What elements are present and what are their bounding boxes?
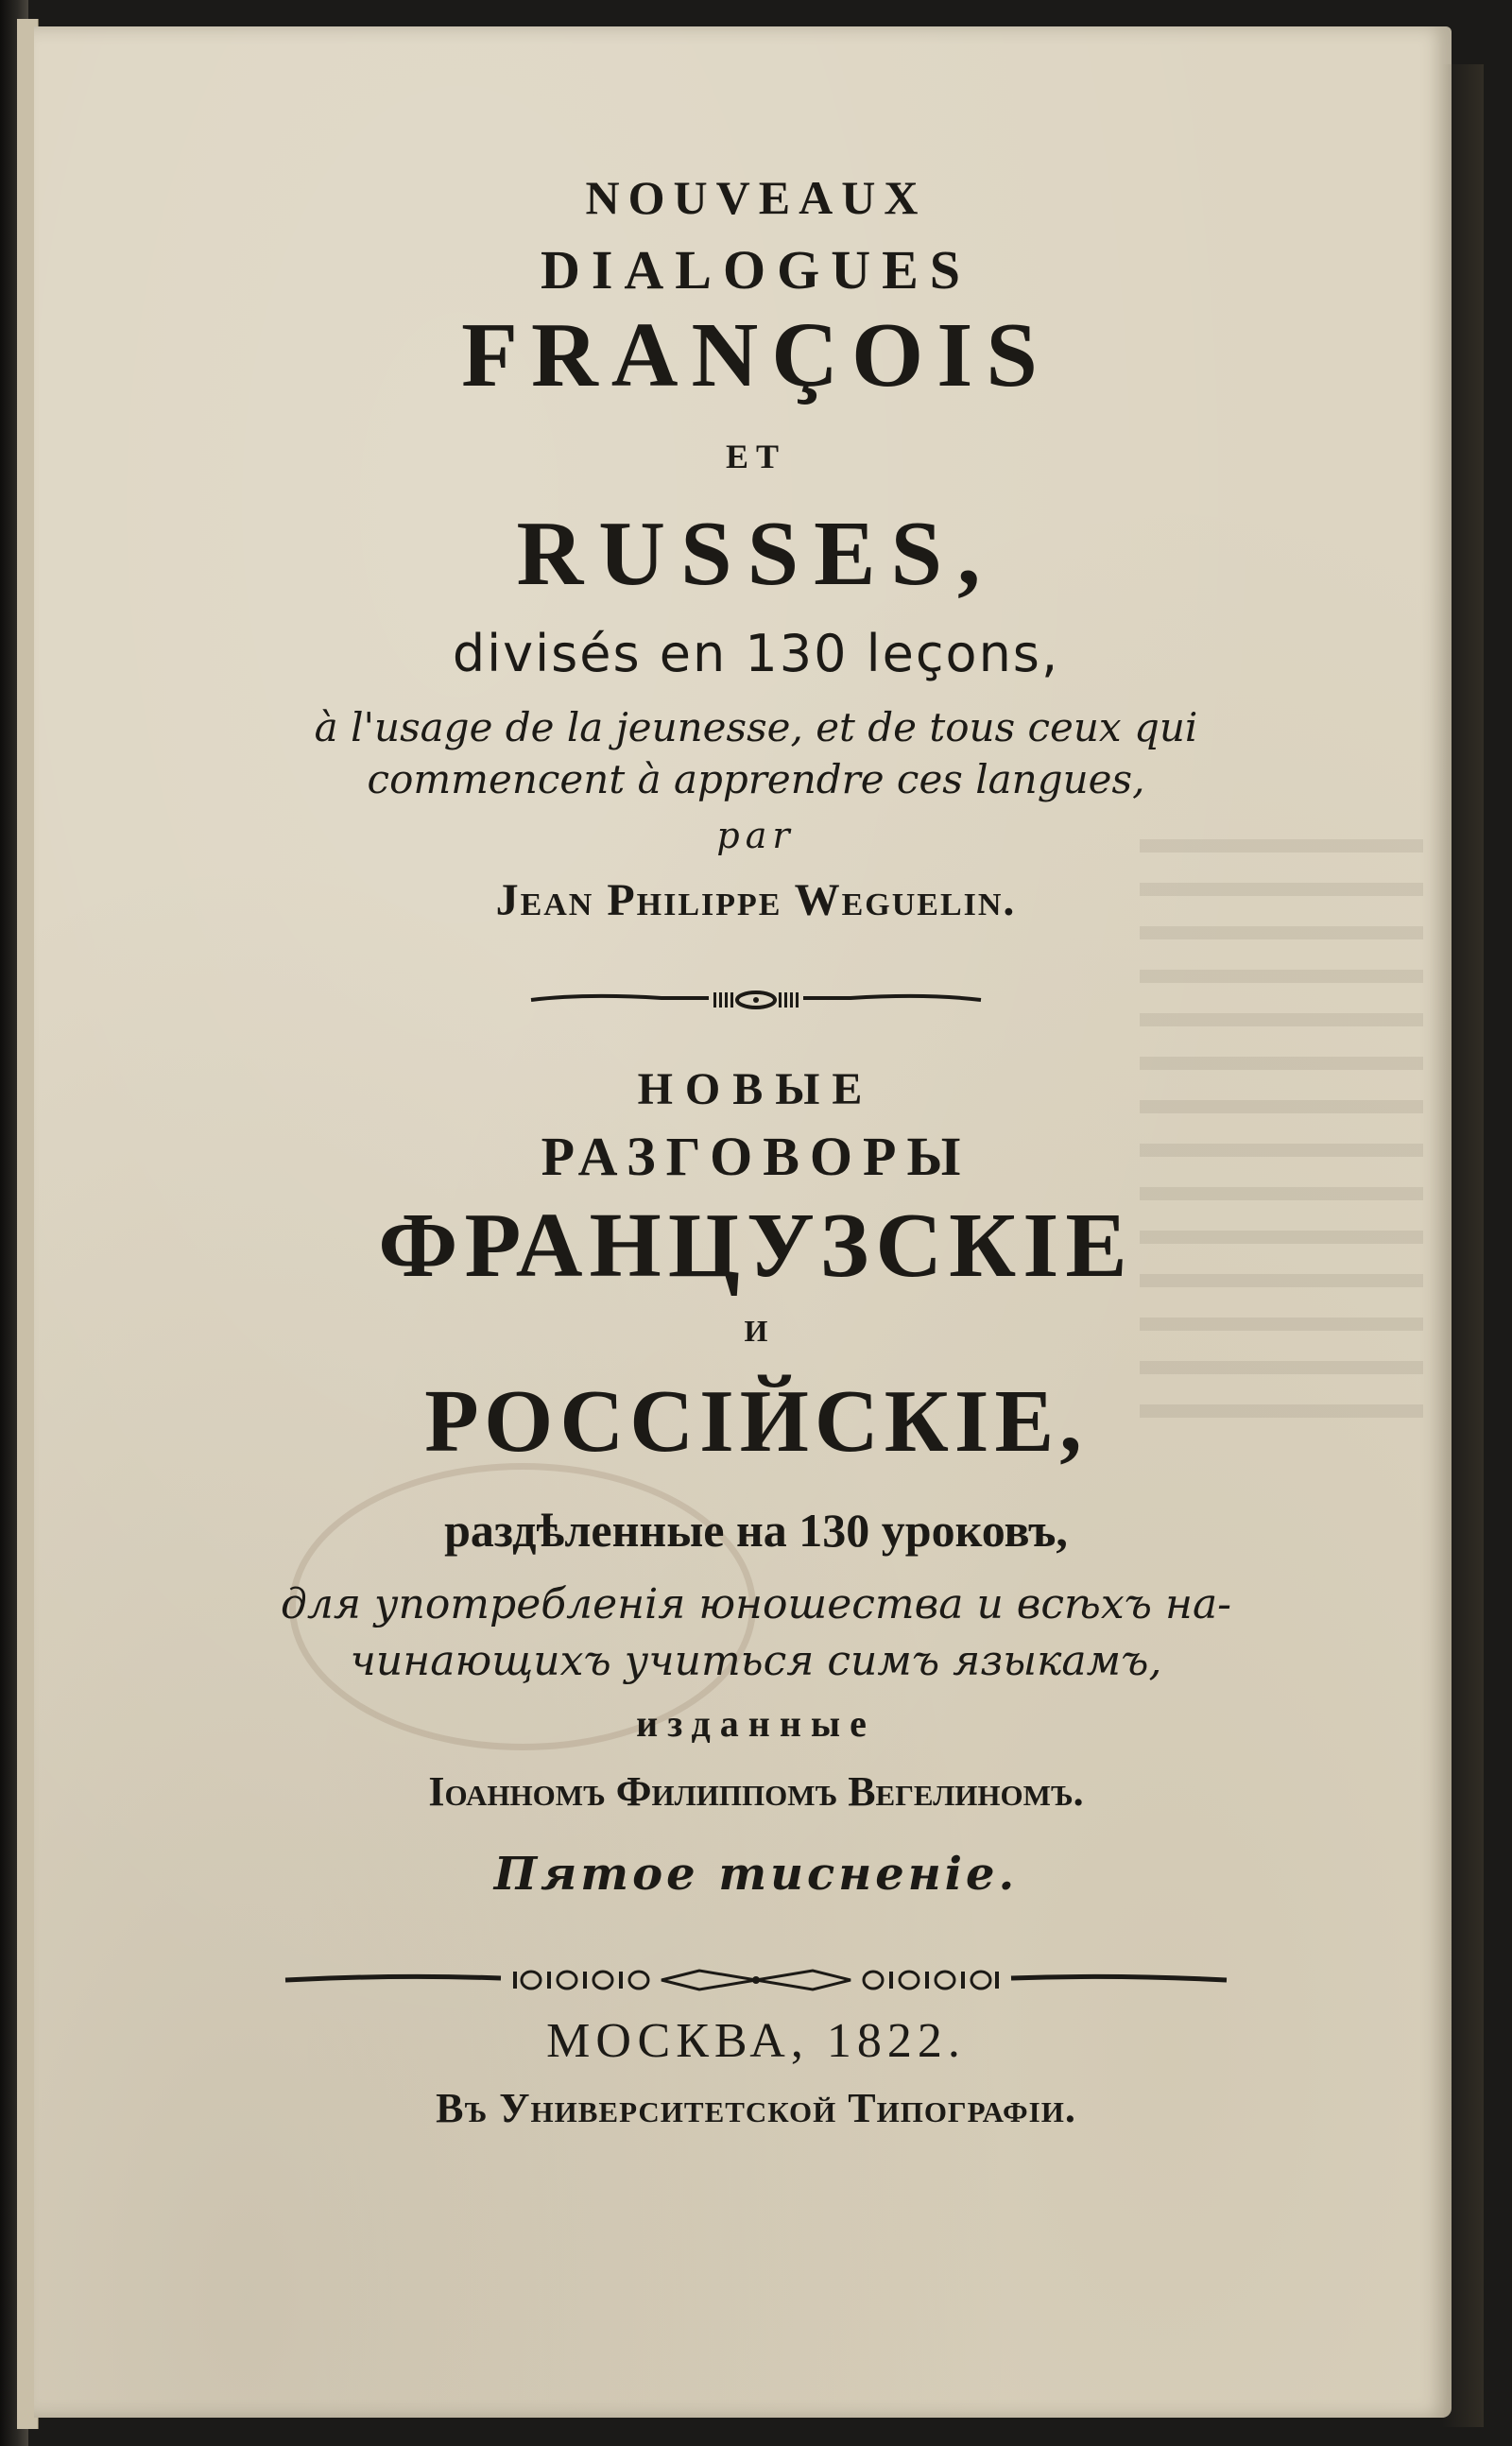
french-by: par (716, 815, 796, 856)
russian-divisions: раздѣленные на 130 уроковъ, (444, 1504, 1068, 1557)
russian-purpose-line-2: чинающихъ учиться симъ языкамъ, (350, 1637, 1162, 1685)
french-title-line-2: DIALOGUES (540, 239, 972, 301)
russian-edition: Пятое тисненіе. (493, 1848, 1019, 1901)
imprint-printer: Въ Университетской Типографіи. (436, 2085, 1076, 2131)
russian-title-line-1: НОВЫЕ (637, 1064, 875, 1114)
ornament-rule-icon (529, 988, 983, 1012)
imprint-city-year: МОСКВА, 1822. (546, 2014, 966, 2068)
french-title-line-5: RUSSES, (516, 503, 996, 605)
russian-issued: изданные (636, 1702, 876, 1745)
russian-title-line-4: И (744, 1314, 768, 1348)
russian-purpose-line-1: для употребленія юношества и всѣхъ на- (280, 1580, 1232, 1628)
french-author: Jean Philippe Weguelin. (495, 875, 1017, 925)
ornament-band-icon (284, 1966, 1228, 1994)
french-title-line-3: FRANÇOIS (461, 304, 1051, 406)
ornament-divider-1 (0, 988, 1512, 1016)
ornament-divider-2 (0, 1966, 1512, 1998)
french-purpose-line-1: à l'usage de la jeunesse, et de tous ceux qui (314, 704, 1198, 750)
russian-author: Іоанномъ Филиппомъ Вегелиномъ. (428, 1768, 1084, 1815)
french-divisions: divisés en 130 leçons, (452, 624, 1060, 683)
french-title-line-4: ET (725, 438, 787, 475)
russian-title-line-5: РОССІЙСКІЕ, (424, 1372, 1088, 1471)
french-purpose-line-2: commencent à apprendre ces langues, (367, 756, 1145, 802)
french-title-line-1: NOUVEAUX (585, 171, 927, 224)
russian-title-line-2: РАЗГОВОРЫ (541, 1126, 971, 1187)
russian-title-line-3: ФРАНЦУЗСКІЕ (378, 1195, 1134, 1297)
